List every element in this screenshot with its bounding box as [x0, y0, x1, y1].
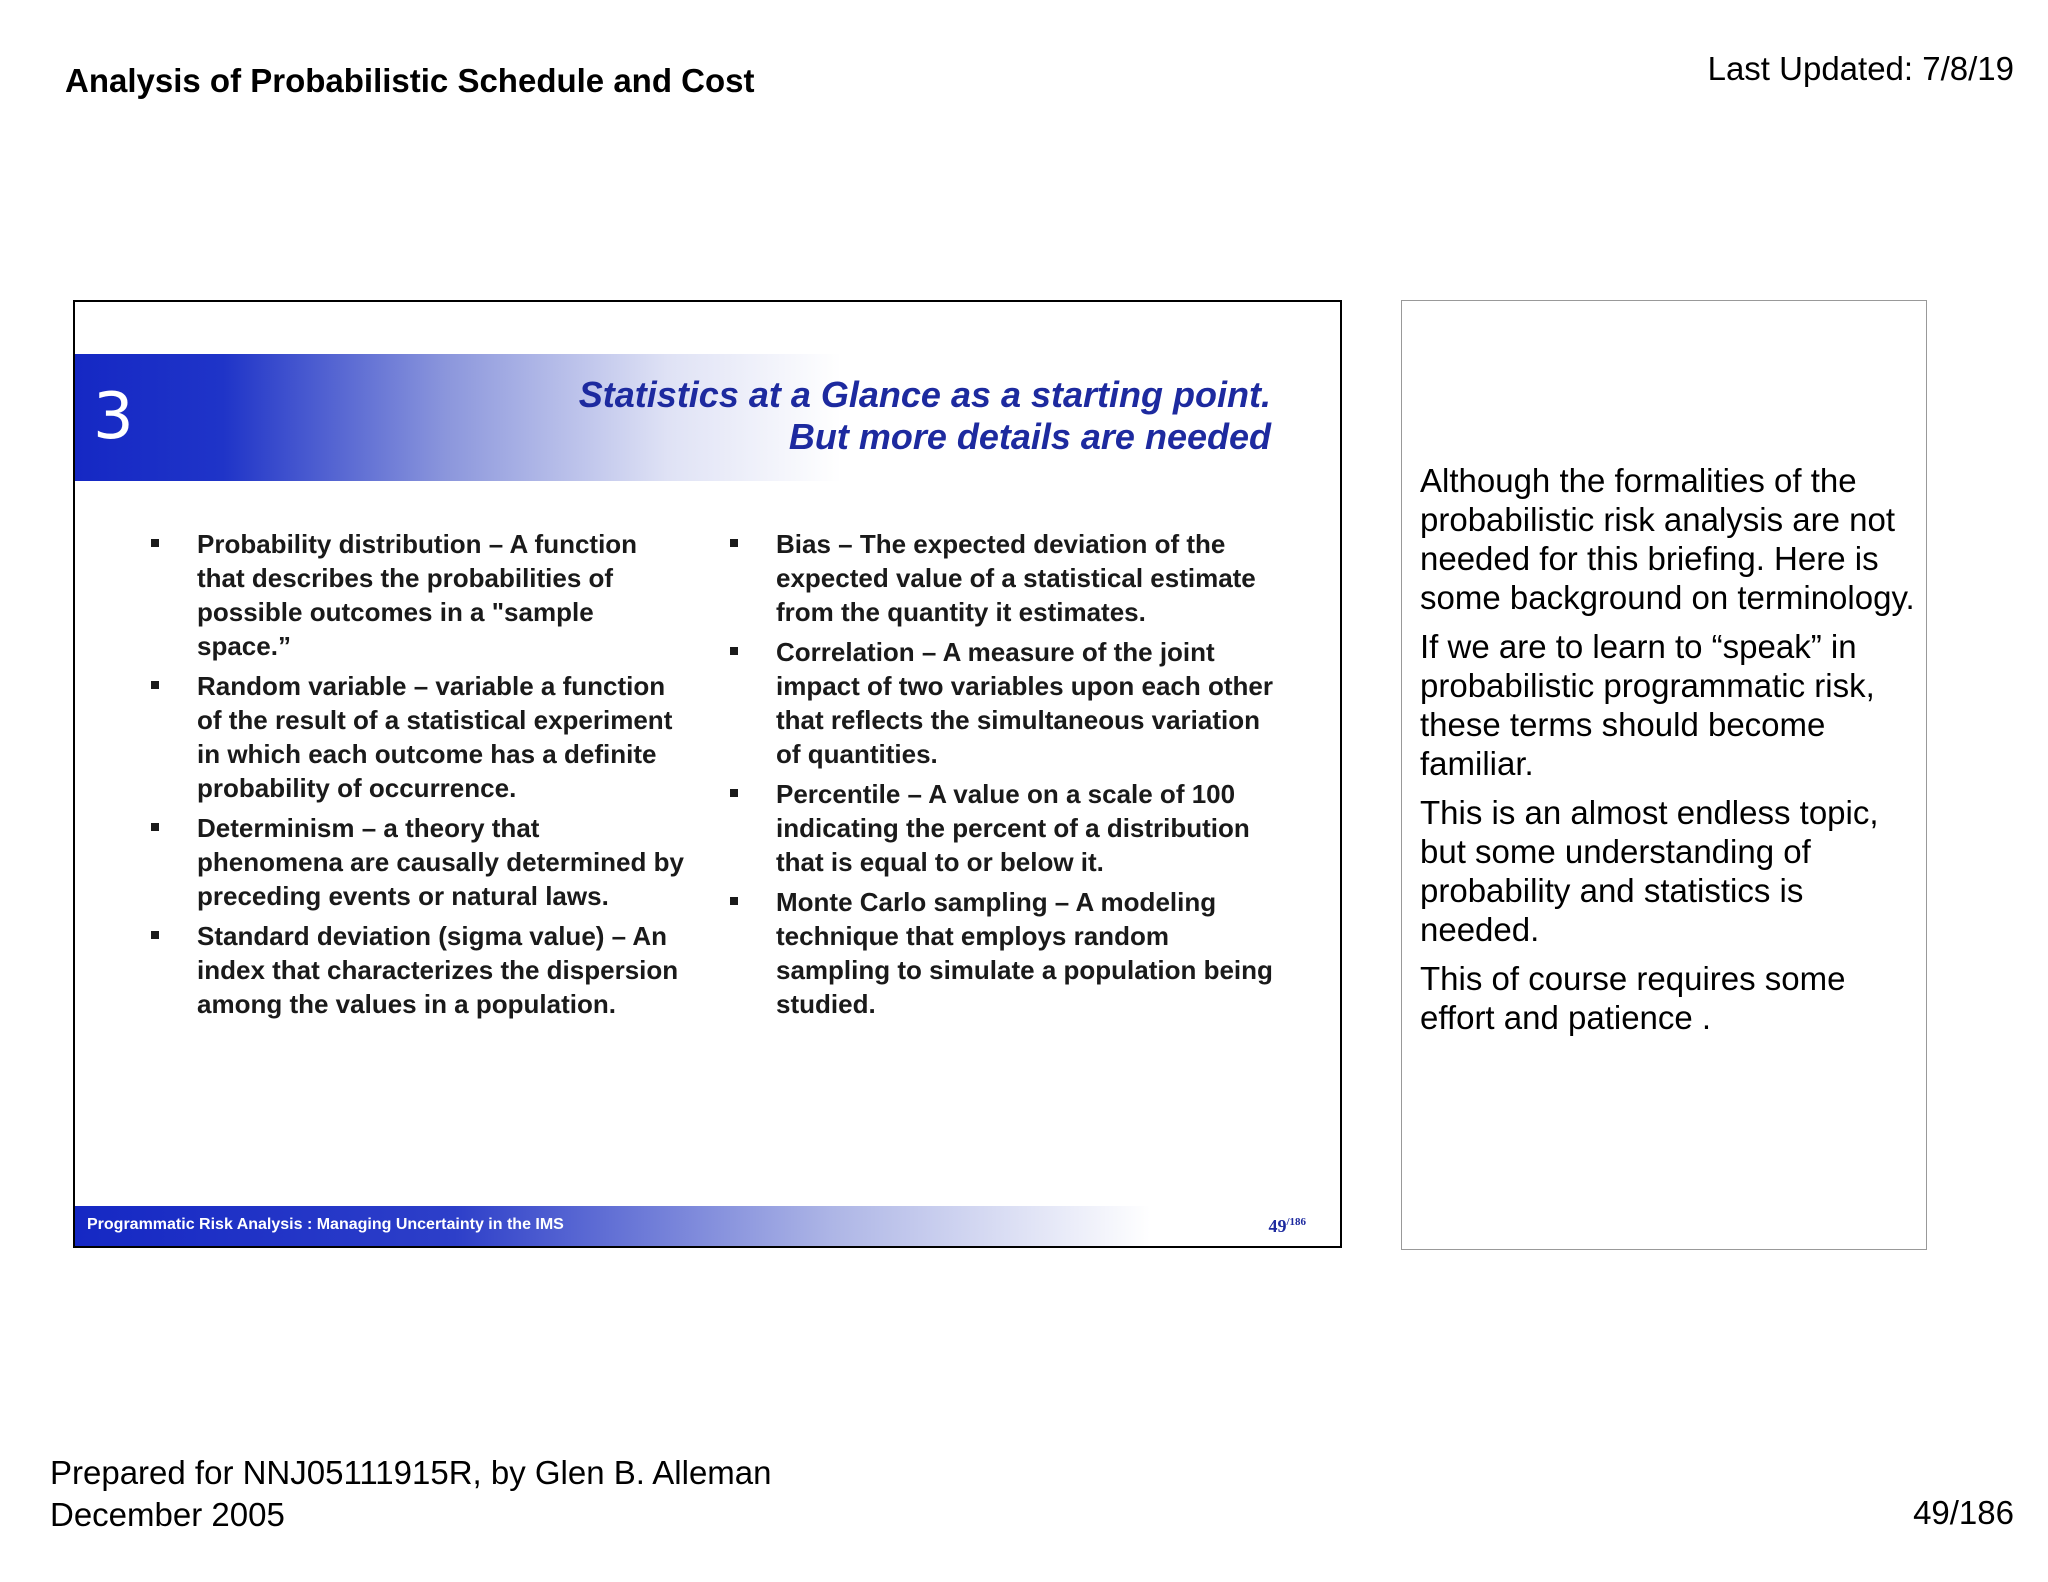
- slide-footer-bar: [75, 1206, 1340, 1246]
- slide-title: [579, 374, 1271, 458]
- square-bullet-icon: [730, 647, 738, 655]
- definitions-left-column: [151, 527, 691, 1027]
- definition-item: [151, 669, 691, 805]
- slide-title-banner: [75, 354, 1311, 481]
- notes-paragraph: Although the formalities of the probabilistic risk analysis are not needed for this briefing. Here is some background on terminology.: [1420, 462, 1915, 616]
- last-updated-date: Last Updated: 7/8/19: [1707, 50, 2014, 87]
- definition-text: Correlation – A measure of the joint impact of two variables upon each other that reflects the simultaneous variation of quantities.: [776, 637, 1273, 769]
- prepared-date-line: December 2005: [50, 1496, 285, 1533]
- definition-text: Random variable – variable a function of the result of a statistical experiment in which each outcome has a definite probability of occurrence.: [197, 671, 673, 803]
- page-number: 49/186: [1913, 1494, 2014, 1531]
- document-title: Analysis of Probabilistic Schedule and Cost: [65, 62, 755, 99]
- definition-item: [151, 811, 691, 913]
- definition-text: Monte Carlo sampling – A modeling technique that employs random sampling to simulate a population being studied.: [776, 887, 1273, 1019]
- speaker-notes-box: [1401, 300, 1927, 1250]
- square-bullet-icon: [730, 897, 738, 905]
- definition-text: Determinism – a theory that phenomena are causally determined by preceding events or natural laws.: [197, 813, 684, 911]
- slide-image: [73, 300, 1342, 1248]
- slide-footer-text: Programmatic Risk Analysis : Managing Uncertainty in the IMS: [87, 1216, 564, 1233]
- definition-item: [730, 777, 1290, 879]
- prepared-for-line: Prepared for NNJ05111915R, by Glen B. Alleman: [50, 1454, 772, 1491]
- definitions-right-column: [730, 527, 1290, 1027]
- slide-page-total: /186: [1286, 1216, 1306, 1228]
- prepared-by: [50, 1452, 772, 1536]
- square-bullet-icon: [151, 539, 159, 547]
- slide-title-line-2: But more details are needed: [788, 416, 1271, 457]
- slide-section-number: 3: [93, 380, 134, 454]
- square-bullet-icon: [151, 931, 159, 939]
- definition-item: [151, 919, 691, 1021]
- square-bullet-icon: [151, 681, 159, 689]
- definition-item: [730, 527, 1290, 629]
- square-bullet-icon: [730, 789, 738, 797]
- square-bullet-icon: [151, 823, 159, 831]
- definition-text: Probability distribution – A function that describes the probabilities of possible outcomes in a "sample space.”: [197, 529, 638, 661]
- notes-paragraph: This of course requires some effort and patience .: [1420, 960, 1846, 1036]
- speaker-notes: [1420, 461, 1920, 1047]
- slide-title-line-1: Statistics at a Glance as a starting point.: [578, 374, 1271, 415]
- notes-paragraph: This is an almost endless topic, but some understanding of probability and statistics is needed.: [1420, 794, 1879, 948]
- definition-item: [730, 635, 1290, 771]
- notes-paragraph: If we are to learn to “speak” in probabilistic programmatic risk, these terms should become familiar.: [1420, 628, 1875, 782]
- square-bullet-icon: [730, 539, 738, 547]
- definition-text: Bias – The expected deviation of the expected value of a statistical estimate from the quantity it estimates.: [776, 529, 1256, 627]
- slide-page-number: [1268, 1216, 1306, 1237]
- slide-page-current: 49: [1268, 1216, 1287, 1236]
- definition-item: [730, 885, 1290, 1021]
- definition-text: Standard deviation (sigma value) – An index that characterizes the dispersion among the values in a population.: [197, 921, 679, 1019]
- definition-item: [151, 527, 691, 663]
- definition-text: Percentile – A value on a scale of 100 indicating the percent of a distribution that is equal to or below it.: [776, 779, 1250, 877]
